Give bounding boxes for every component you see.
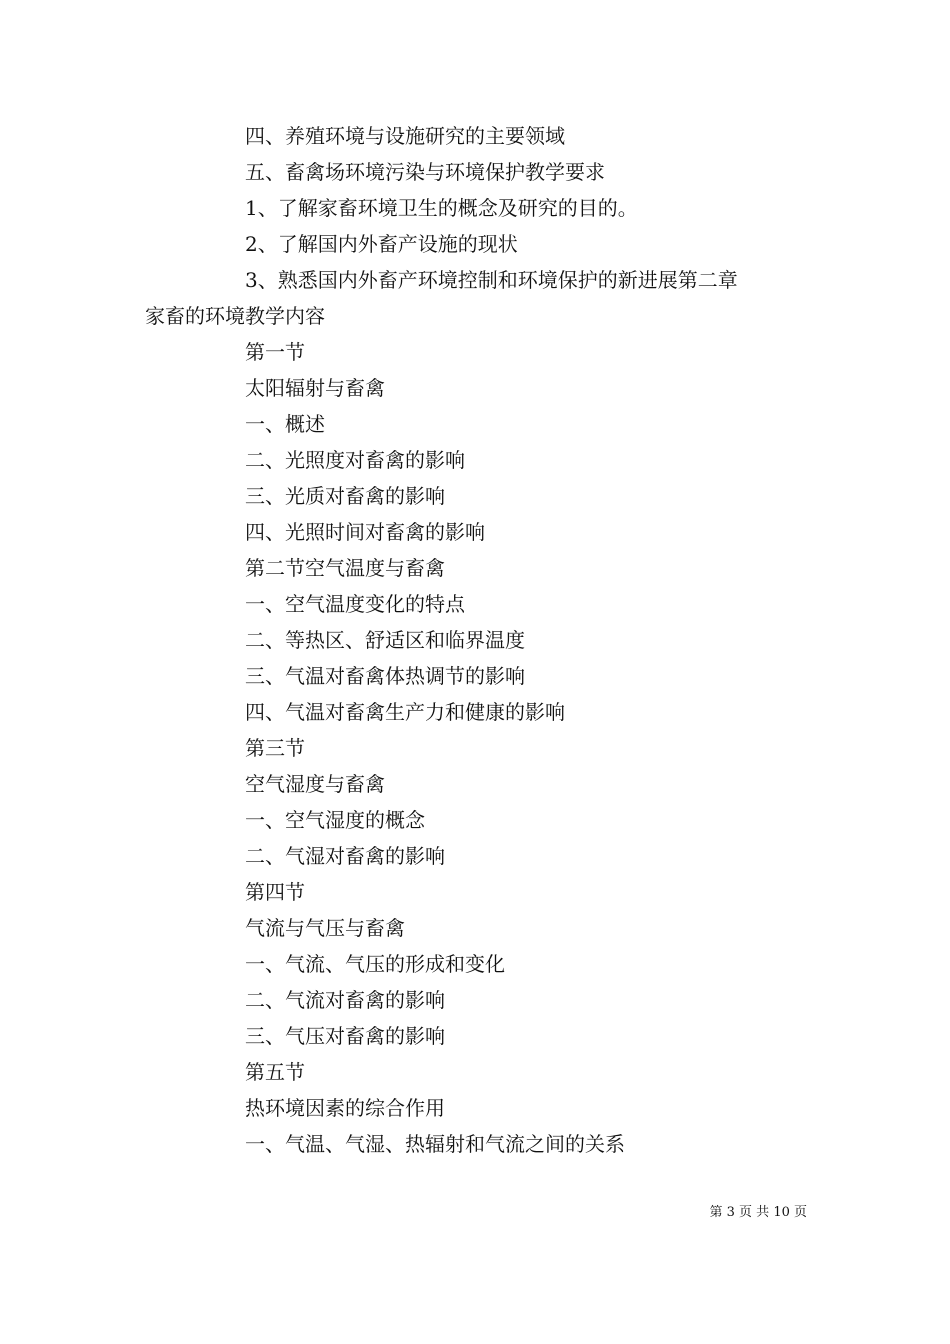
text-line: 一、气流、气压的形成和变化 bbox=[245, 952, 505, 976]
section-heading: 第四节 bbox=[245, 880, 305, 904]
text-line-continuation: 家畜的环境教学内容 bbox=[145, 304, 325, 328]
section-heading: 第五节 bbox=[245, 1060, 305, 1084]
text-line: 二、光照度对畜禽的影响 bbox=[245, 448, 465, 472]
text-line: 一、空气温度变化的特点 bbox=[245, 592, 465, 616]
text-line: 四、养殖环境与设施研究的主要领域 bbox=[245, 124, 565, 148]
text-line: 3、熟悉国内外畜产环境控制和环境保护的新进展第二章 bbox=[245, 268, 738, 292]
section-heading: 第二节空气温度与畜禽 bbox=[245, 556, 445, 580]
text-line: 三、气压对畜禽的影响 bbox=[245, 1024, 445, 1048]
text-line: 一、空气湿度的概念 bbox=[245, 808, 425, 832]
text-line: 二、等热区、舒适区和临界温度 bbox=[245, 628, 525, 652]
section-heading: 第一节 bbox=[245, 340, 305, 364]
section-heading: 第三节 bbox=[245, 736, 305, 760]
section-title: 太阳辐射与畜禽 bbox=[245, 376, 385, 400]
text-line: 一、气温、气湿、热辐射和气流之间的关系 bbox=[245, 1132, 625, 1156]
page-number-footer: 第 3 页 共 10 页 bbox=[709, 1205, 807, 1220]
text-line: 1、了解家畜环境卫生的概念及研究的目的。 bbox=[245, 196, 638, 220]
section-title: 热环境因素的综合作用 bbox=[245, 1096, 445, 1120]
text-line: 二、气流对畜禽的影响 bbox=[245, 988, 445, 1012]
text-line: 三、气温对畜禽体热调节的影响 bbox=[245, 664, 525, 688]
text-line: 二、气湿对畜禽的影响 bbox=[245, 844, 445, 868]
text-line: 五、畜禽场环境污染与环境保护教学要求 bbox=[245, 160, 605, 184]
text-line: 一、概述 bbox=[245, 412, 325, 436]
document-body bbox=[145, 118, 810, 1162]
text-line: 四、光照时间对畜禽的影响 bbox=[245, 520, 485, 544]
section-title: 空气湿度与畜禽 bbox=[245, 772, 385, 796]
text-line: 三、光质对畜禽的影响 bbox=[245, 484, 445, 508]
text-line: 四、气温对畜禽生产力和健康的影响 bbox=[245, 700, 565, 724]
section-title: 气流与气压与畜禽 bbox=[245, 916, 405, 940]
text-line: 2、了解国内外畜产设施的现状 bbox=[245, 232, 518, 256]
